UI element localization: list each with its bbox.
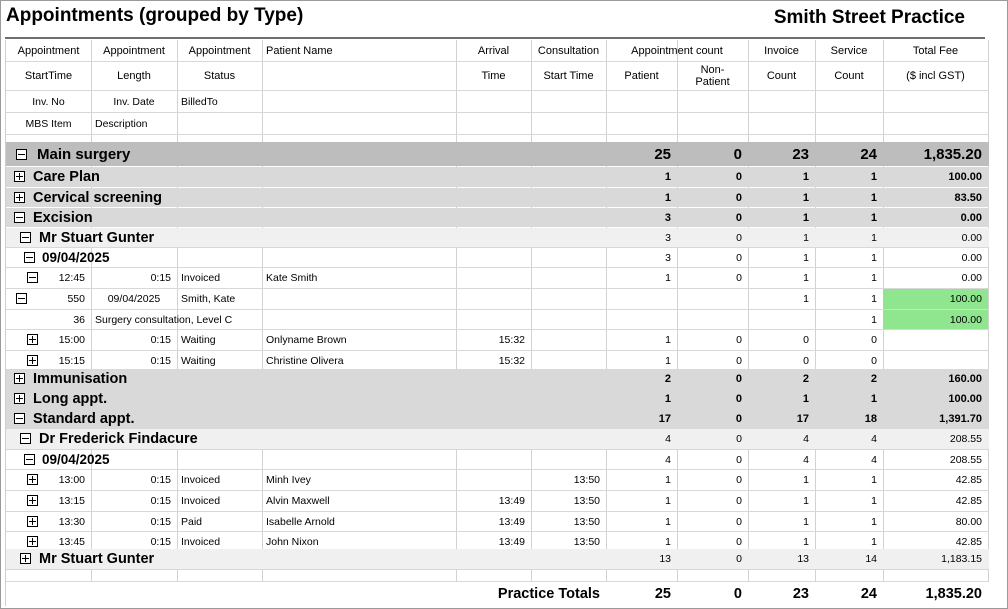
nonpatient-count: 0	[736, 272, 742, 284]
total-fee: 0.00	[961, 231, 982, 244]
patient-name[interactable]: Alvin Maxwell	[266, 495, 330, 507]
total-fee: 1,835.20	[923, 145, 982, 163]
arrival-time: 13:49	[498, 495, 525, 507]
invoice-count: 4	[803, 453, 809, 466]
invoice-count: 1	[803, 231, 809, 244]
col-header[interactable]: Inv. Date	[113, 95, 155, 108]
service-count: 1	[871, 272, 877, 284]
group-row-excision[interactable]	[6, 208, 989, 227]
col-header[interactable]: Appointment	[17, 44, 80, 57]
nonpatient-count: 0	[735, 191, 742, 204]
appointment-status: Invoiced	[181, 474, 221, 486]
arrival-time: 15:32	[498, 334, 525, 346]
total-fee: 160.00	[948, 373, 982, 385]
patient-count: 1	[664, 171, 671, 183]
invoice-number: 550	[67, 293, 85, 305]
total-fee: 100.00	[883, 289, 988, 309]
nonpatient-count: 0	[735, 373, 742, 385]
expand-icon[interactable]	[20, 553, 31, 564]
invoice-date: 09/04/2025	[107, 293, 161, 305]
collapse-icon[interactable]	[14, 413, 25, 424]
col-header[interactable]: Patient Name	[266, 44, 333, 57]
invoice-count: 1	[802, 393, 809, 405]
invoice-count: 0	[803, 334, 809, 346]
invoice-count: 1	[803, 251, 809, 264]
appointment-row[interactable]	[6, 268, 989, 288]
appointment-status: Invoiced	[181, 535, 221, 548]
col-header[interactable]: Status	[203, 70, 236, 82]
service-count: 1	[871, 293, 877, 305]
nonpatient-count: 0	[736, 553, 742, 565]
total-fee: 208.55	[949, 453, 982, 466]
invoice-count: 1	[803, 495, 809, 507]
practitioner-row-stuart-gunter[interactable]	[6, 228, 989, 247]
consultation-start-time: 13:50	[573, 515, 600, 528]
collapse-icon[interactable]	[20, 433, 31, 444]
col-header[interactable]: Description	[95, 117, 148, 130]
appointment-status: Waiting	[181, 334, 216, 346]
patient-count: 1	[665, 272, 671, 284]
nonpatient-count: 0	[735, 171, 742, 183]
patient-count: 1	[665, 334, 671, 346]
patient-count: 1	[665, 495, 671, 507]
service-count: 1	[870, 191, 877, 204]
consultation-start-time: 13:50	[573, 474, 600, 486]
appointment-length: 0:15	[150, 515, 171, 528]
group-label: Excision	[33, 209, 93, 226]
date-label: 09/04/2025	[42, 452, 110, 467]
header-row-3	[6, 91, 989, 112]
service-count: 24	[860, 586, 877, 602]
service-count: 1	[871, 515, 877, 528]
mbs-item: 36	[73, 313, 85, 326]
patient-count: 4	[665, 453, 671, 466]
col-header[interactable]: Count	[766, 70, 797, 82]
service-count: 1	[871, 251, 877, 264]
practitioner-label: Mr Stuart Gunter	[39, 229, 155, 246]
nonpatient-count: 0	[736, 231, 742, 244]
nonpatient-count: 0	[736, 251, 742, 264]
patient-name[interactable]: John Nixon	[266, 535, 319, 548]
invoice-count: 17	[796, 413, 809, 425]
appointment-start-time: 15:00	[58, 334, 85, 346]
group-label: Care Plan	[33, 169, 100, 185]
invoice-count: 0	[803, 354, 809, 367]
collapse-icon[interactable]	[24, 252, 35, 263]
appointment-start-time: 13:30	[58, 515, 85, 528]
practice-name: Smith Street Practice	[773, 7, 965, 28]
total-fee: 208.55	[949, 433, 982, 445]
patient-count: 3	[665, 251, 671, 264]
nonpatient-count: 0	[736, 495, 742, 507]
collapse-icon[interactable]	[24, 454, 35, 465]
col-header[interactable]: MBS Item	[25, 117, 72, 130]
header-row-1	[6, 40, 989, 61]
service-count: 1	[870, 393, 877, 405]
date-row[interactable]	[6, 450, 989, 469]
col-header[interactable]: StartTime	[24, 70, 73, 82]
invoice-row[interactable]	[6, 289, 989, 309]
patient-name[interactable]: Isabelle Arnold	[266, 515, 335, 528]
patient-count: 1	[665, 515, 671, 528]
service-count: 4	[871, 453, 877, 466]
appointment-row[interactable]	[6, 491, 989, 511]
col-header[interactable]: Appointment	[188, 44, 251, 57]
appointment-length: 0:15	[150, 535, 171, 548]
report-grid	[5, 40, 988, 606]
appointment-length: 0:15	[150, 354, 171, 367]
appointment-row[interactable]	[6, 351, 989, 370]
patient-count: 17	[658, 413, 671, 425]
appointment-row[interactable]	[6, 470, 989, 490]
patient-count: 25	[654, 586, 671, 602]
nonpatient-count: 0	[735, 393, 742, 405]
nonpatient-count: 0	[735, 211, 742, 224]
total-fee: 100.00	[948, 171, 982, 183]
patient-count: 13	[659, 553, 671, 565]
invoice-count: 1	[803, 272, 809, 284]
nonpatient-count: 0	[736, 535, 742, 548]
group-row-care-plan[interactable]	[6, 167, 989, 187]
patient-count: 25	[654, 145, 671, 163]
practitioner-row-stuart-gunter[interactable]	[6, 549, 989, 569]
col-header[interactable]: Start Time	[543, 70, 594, 82]
total-fee: 1,183.15	[941, 553, 982, 565]
patient-name[interactable]: Christine Olivera	[266, 354, 344, 367]
total-fee: 42.85	[955, 474, 982, 486]
service-count: 2	[870, 373, 877, 385]
nonpatient-count: 0	[733, 145, 742, 163]
patient-count: 4	[665, 433, 671, 445]
col-header[interactable]: Appointment count	[631, 44, 723, 57]
service-count: 0	[871, 334, 877, 346]
total-fee: 42.85	[955, 535, 982, 548]
patient-count: 2	[664, 373, 671, 385]
col-header[interactable]: Consultation	[537, 44, 600, 57]
col-header[interactable]: Count	[834, 70, 864, 82]
appointment-start-time: 12:45	[58, 272, 85, 284]
group-row-cervical-screening[interactable]	[6, 188, 989, 207]
group-label: Long appt.	[33, 391, 108, 407]
total-fee: 100.00	[883, 310, 988, 329]
expand-icon[interactable]	[14, 393, 25, 404]
patient-count: 1	[665, 474, 671, 486]
nonpatient-count: 0	[736, 474, 742, 486]
nonpatient-count: 0	[736, 433, 742, 445]
invoice-count: 1	[803, 535, 809, 548]
nonpatient-count: 0	[736, 453, 742, 466]
service-count: 24	[860, 145, 877, 163]
total-fee: 1,391.70	[939, 413, 982, 425]
appointment-status: Invoiced	[181, 272, 221, 284]
col-header[interactable]: Non-Patient	[695, 64, 730, 88]
group-row-long-appt[interactable]	[6, 389, 989, 409]
patient-count: 1	[665, 535, 671, 548]
header-row-2	[6, 62, 989, 90]
group-row-standard-appt[interactable]	[6, 409, 989, 429]
group-row-immunisation[interactable]	[6, 369, 989, 389]
invoice-count: 1	[802, 191, 809, 204]
row-divider	[6, 569, 989, 570]
group-label: Immunisation	[33, 371, 128, 387]
service-count: 1	[871, 535, 877, 548]
service-count: 1	[871, 495, 877, 507]
nonpatient-count: 0	[736, 334, 742, 346]
col-header[interactable]: ($ incl GST)	[906, 70, 965, 82]
appointment-length: 0:15	[150, 272, 171, 284]
appointment-length: 0:15	[150, 334, 171, 346]
total-fee: 0.00	[961, 251, 982, 264]
invoice-count: 1	[803, 293, 809, 305]
col-header[interactable]: Length	[117, 70, 151, 82]
service-count: 1	[871, 474, 877, 486]
invoice-count: 1	[803, 474, 809, 486]
invoice-count: 4	[803, 433, 809, 445]
group-label: Standard appt.	[33, 411, 135, 427]
patient-count: 1	[664, 191, 671, 204]
invoice-count: 2	[802, 373, 809, 385]
row-divider	[6, 134, 989, 135]
patient-count: 3	[664, 211, 671, 224]
total-fee: 42.85	[955, 495, 982, 507]
appointment-row[interactable]	[6, 512, 989, 531]
appointment-status: Waiting	[181, 354, 216, 367]
appointment-length: 0:15	[150, 495, 171, 507]
appointment-length: 0:15	[150, 474, 171, 486]
total-fee: 83.50	[954, 191, 982, 204]
total-fee: 100.00	[948, 393, 982, 405]
patient-count: 1	[665, 354, 671, 367]
consultation-start-time: 13:50	[573, 495, 600, 507]
group-label: Main surgery	[37, 145, 131, 163]
practice-totals-row	[6, 582, 989, 606]
service-count: 4	[871, 433, 877, 445]
billed-to: Smith, Kate	[181, 293, 236, 305]
service-count: 1	[871, 313, 877, 326]
header-row-4	[6, 113, 989, 134]
total-fee: 0.00	[961, 272, 982, 284]
appointment-status: Invoiced	[181, 495, 221, 507]
col-header[interactable]: BilledTo	[181, 95, 218, 108]
patient-name[interactable]: Minh Ivey	[266, 474, 311, 486]
expand-icon[interactable]	[14, 192, 25, 203]
appointment-status: Paid	[181, 515, 203, 528]
practitioner-row-frederick-findacure[interactable]	[6, 429, 989, 449]
service-count: 1	[871, 231, 877, 244]
collapse-icon[interactable]	[16, 149, 27, 160]
title-rule	[5, 37, 985, 39]
mbs-item-row	[6, 310, 989, 329]
expand-icon[interactable]	[14, 171, 25, 182]
consultation-start-time: 13:50	[573, 535, 600, 548]
nonpatient-count: 0	[733, 586, 742, 602]
nonpatient-count: 0	[736, 354, 742, 367]
col-header[interactable]: Arrival	[477, 44, 510, 57]
appointment-start-time: 13:15	[58, 495, 85, 507]
appointment-row[interactable]	[6, 330, 989, 350]
service-count: 18	[864, 413, 877, 425]
patient-count: 1	[664, 393, 671, 405]
service-count: 1	[870, 171, 877, 183]
col-header[interactable]: Service	[830, 44, 868, 57]
patient-count: 3	[665, 231, 671, 244]
date-label: 09/04/2025	[42, 250, 110, 265]
col-header[interactable]: Total Fee	[912, 44, 959, 57]
appointment-start-time: 15:15	[58, 354, 85, 367]
nonpatient-count: 0	[736, 515, 742, 528]
invoice-count: 1	[802, 211, 809, 224]
service-count: 0	[871, 354, 877, 367]
col-header[interactable]: Appointment	[103, 44, 165, 57]
col-header[interactable]: Invoice	[764, 44, 799, 57]
patient-name[interactable]: Onlyname Brown	[266, 334, 347, 346]
collapse-icon[interactable]	[14, 212, 25, 223]
col-header[interactable]: Time	[481, 70, 506, 82]
date-row[interactable]	[6, 248, 989, 267]
report-title: Appointments (grouped by Type)	[6, 5, 304, 26]
practitioner-label: Dr Frederick Findacure	[39, 431, 198, 447]
total-fee: 0.00	[960, 211, 982, 224]
total-fee: 1,835.20	[925, 586, 982, 602]
service-count: 14	[865, 553, 877, 565]
arrival-time: 13:49	[498, 535, 525, 548]
service-count: 1	[870, 211, 877, 224]
nonpatient-count: 0	[735, 413, 742, 425]
expand-icon[interactable]	[14, 373, 25, 384]
appointment-start-time: 13:00	[58, 474, 85, 486]
invoice-count: 13	[797, 553, 809, 565]
totals-label: Practice Totals	[497, 586, 600, 602]
invoice-count: 1	[803, 515, 809, 528]
group-label: Cervical screening	[33, 189, 162, 206]
patient-name[interactable]: Kate Smith	[266, 272, 318, 284]
mbs-description: Surgery consultation, Level C	[95, 313, 233, 326]
col-header[interactable]: Patient	[624, 70, 659, 82]
invoice-count: 1	[802, 171, 809, 183]
arrival-time: 15:32	[498, 354, 525, 367]
col-header[interactable]: Inv. No	[32, 95, 65, 108]
group-row-main-surgery[interactable]	[6, 142, 989, 166]
arrival-time: 13:49	[498, 515, 525, 528]
collapse-icon[interactable]	[20, 232, 31, 243]
practitioner-label: Mr Stuart Gunter	[39, 551, 155, 567]
appointment-start-time: 13:45	[58, 535, 85, 548]
total-fee: 80.00	[955, 515, 982, 528]
invoice-count: 23	[792, 145, 809, 163]
invoice-count: 23	[792, 586, 809, 602]
